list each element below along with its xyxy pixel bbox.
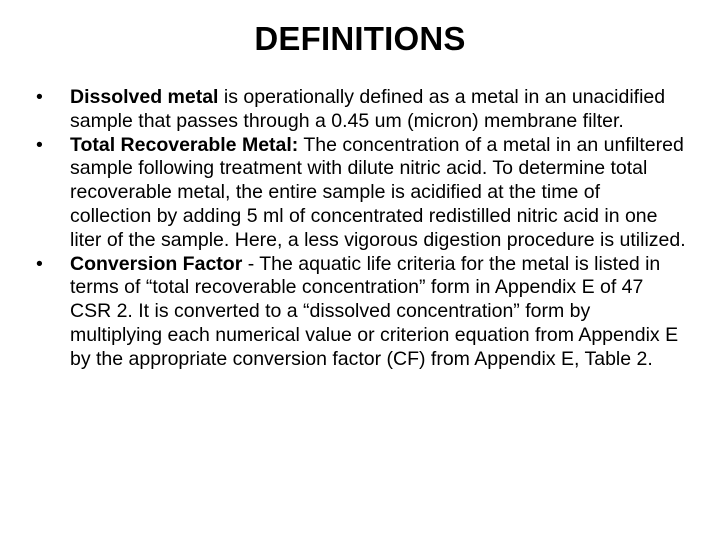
- bullet-icon: •: [36, 252, 43, 275]
- definition-total-recoverable-metal: The concentration of a metal in an unfiltered sample following treatment with dilute nitric acid. To determine total recoverable metal, the entire sample is acidified at the time of collection by adding 5 ml of concentrated redistilled nitric acid in one liter of the sample. Here, a less vigorous digestion procedure is utilized.: [70, 133, 686, 251]
- term-dissolved-metal: Dissolved metal: [70, 86, 219, 108]
- bullet-list: [36, 86, 686, 372]
- definition-dissolved-metal: is operationally defined as a metal in an unacidified sample that passes through a 0.45 um (micron) membrane filter.: [70, 86, 666, 132]
- slide-title: DEFINITIONS: [254, 20, 466, 57]
- bullet-dissolved-metal: [36, 86, 686, 134]
- bullet-icon: •: [36, 133, 43, 156]
- term-total-recoverable-metal: Total Recoverable Metal:: [70, 133, 299, 156]
- bullet-icon: •: [36, 86, 43, 108]
- bullet-total-recoverable-metal: [36, 134, 686, 253]
- term-conversion-factor: Conversion Factor: [70, 252, 243, 275]
- bullet-conversion-factor: [36, 253, 686, 372]
- definition-conversion-factor: - The aquatic life criteria for the metal is listed in terms of “total recoverable concentration” form in Appendix E of 47 CSR 2. It is converted to a “dissolved concentration” form by multiplying each numerical value or criterion equation from Appendix E by the appropriate conversion factor (CF) from Appendix E, Table 2.: [70, 252, 679, 370]
